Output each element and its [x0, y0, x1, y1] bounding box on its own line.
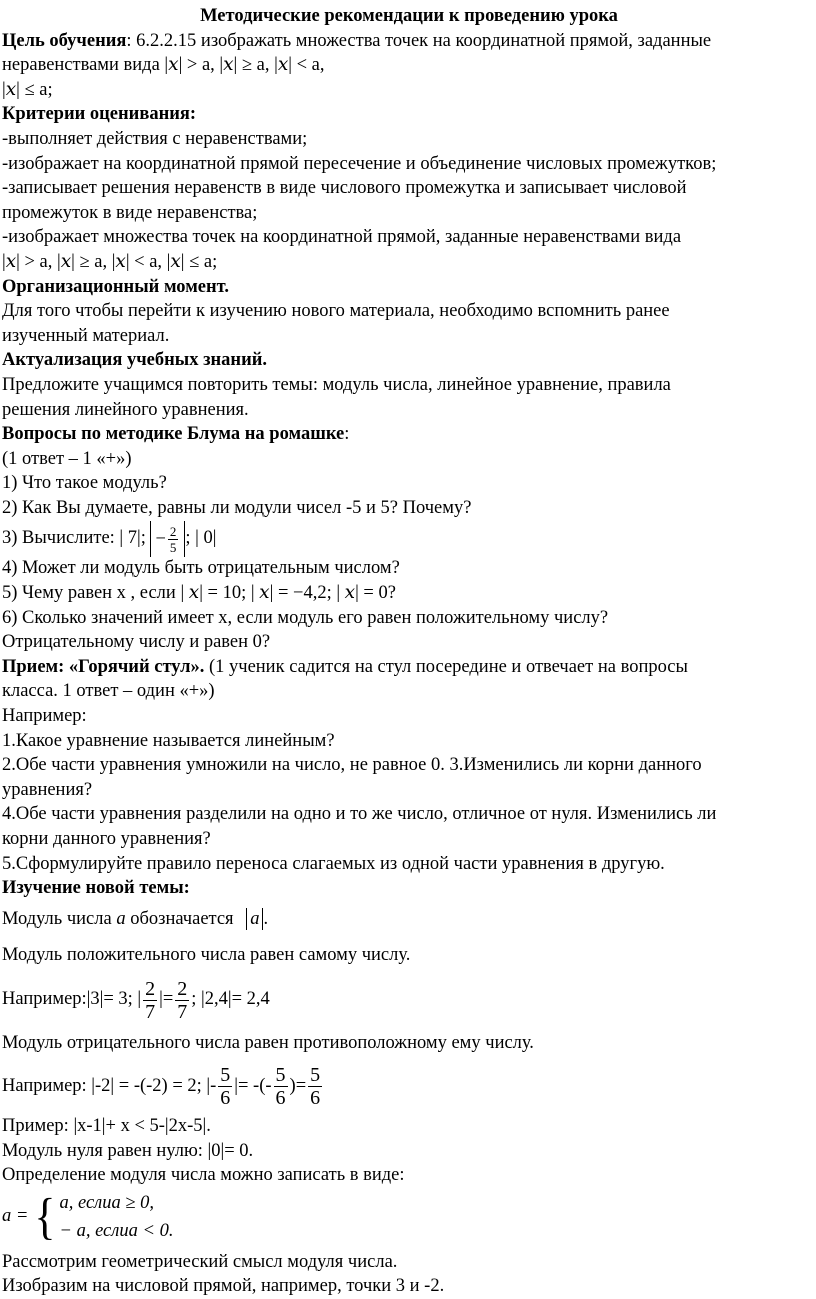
- ex2-b: |= -(-: [234, 1075, 272, 1096]
- ex2-a: Например: |-2| = -(-2) = 2; |-: [2, 1075, 217, 1096]
- ex2-c: )=: [289, 1075, 307, 1096]
- def-lhs: a =: [2, 1206, 29, 1227]
- bloom-question-1: 1) Что такое модуль?: [2, 473, 167, 494]
- definition-intro: Определение модуля числа можно записать в виде:: [2, 1165, 405, 1186]
- ex1-den-1: 7: [145, 1000, 156, 1023]
- example-inequality: Пример: |х-1|+ х < 5-|2х-5|.: [2, 1115, 211, 1136]
- ex1-c: ; |2,4|= 2,4: [191, 989, 270, 1010]
- mod-end: .: [263, 908, 269, 929]
- bloom-heading: Вопросы по методике Блума на ромашке: [2, 424, 345, 445]
- ex2-fraction-2: [274, 1065, 288, 1108]
- positive-rule: Модуль положительного числа равен самому числу.: [2, 944, 411, 965]
- criteria-item: -выполняет действия с неравенствами;: [2, 128, 308, 149]
- geometric-meaning: Рассмотрим геометрический смысл модуля числа.: [2, 1251, 398, 1272]
- piecewise-definition: [2, 1188, 173, 1246]
- example-negative: [2, 1062, 816, 1110]
- ex2-num-3: 5: [310, 1064, 321, 1087]
- criteria-heading: Критерии оценивания:: [2, 104, 197, 125]
- ex1-b: |=: [159, 989, 174, 1010]
- q3-abs-fraction: [150, 521, 185, 557]
- ex1-a: Например:|3|= 3; |: [2, 989, 142, 1010]
- brace-icon: {: [34, 1188, 56, 1245]
- bloom-question-6b: Отрицательному числу и равен 0?: [2, 632, 271, 653]
- criteria-item: промежуток в виде неравенства;: [2, 202, 258, 223]
- criteria-item: -изображает множества точек на координатной прямой, заданные неравенствами вида: [2, 227, 682, 248]
- def-cases: [59, 1189, 173, 1245]
- hotseat-item: 1.Какое уравнение называется линейным?: [2, 730, 335, 751]
- ex2-den-2: 6: [275, 1087, 286, 1110]
- page-title: Методические рекомендации к проведению урока: [200, 6, 618, 26]
- ex2-den-3: 6: [310, 1087, 321, 1110]
- ex2-num-2: 5: [275, 1064, 286, 1087]
- criteria-item: |𝑥| > a, |𝑥| ≥ a, |𝑥| < a, |𝑥| ≤ a;: [2, 251, 218, 272]
- goal-line-2: неравенствами вида |𝑥| > a, |𝑥| ≥ a, |𝑥| < a,: [2, 55, 325, 76]
- hotseat-item: 5.Сформулируйте правило переноса слагаемых из одной части уравнения в другую.: [2, 853, 665, 874]
- mod-prefix: Модуль числа: [2, 908, 117, 929]
- hotseat-item: корни данного уравнения?: [2, 829, 211, 849]
- q3-sign: −: [155, 529, 166, 550]
- hotseat-example: Например:: [2, 706, 87, 727]
- actual-heading: Актуализация учебных знаний.: [2, 350, 268, 371]
- goal-line-3: |𝑥| ≤ a;: [2, 79, 53, 100]
- bloom-question-2: 2) Как Вы думаете, равны ли модули чисел -5 и 5? Почему?: [2, 497, 472, 518]
- ex1-fraction-2: [175, 979, 189, 1022]
- ex1-num-1: 2: [145, 977, 156, 1000]
- draw-points: Изобразим на числовой прямой, например, точки 3 и -2.: [2, 1276, 445, 1297]
- org-line: Для того чтобы перейти к изучению нового материала, необходимо вспомнить ранее: [2, 301, 670, 322]
- example-positive: [2, 975, 816, 1023]
- actual-line: решения линейного уравнения.: [2, 399, 249, 420]
- bloom-note: (1 ответ – 1 «+»): [2, 448, 132, 469]
- bloom-question-5: 5) Чему равен х , если | 𝑥| = 10; | 𝑥| = −4,2; | 𝑥| = 0?: [2, 583, 396, 604]
- ex2-num-1: 5: [220, 1064, 231, 1087]
- mod-var: а: [116, 908, 126, 929]
- q3-suffix: ; | 0|: [185, 528, 217, 549]
- def-case-1: a, еслиa ≥ 0,: [59, 1192, 155, 1213]
- actual-line: Предложите учащимся повторить темы: модуль числа, линейное уравнение, правила: [2, 374, 671, 395]
- def-case-2: − a, еслиa < 0.: [59, 1220, 174, 1241]
- newtopic-heading: Изучение новой темы:: [2, 878, 190, 899]
- hotseat-line-2: класса. 1 ответ – один «+»): [2, 681, 215, 702]
- goal-label: Цель обучения: [2, 30, 127, 51]
- org-heading: Организационный момент.: [2, 276, 229, 297]
- modulus-notation-line: [2, 901, 816, 937]
- bloom-question-4: 4) Может ли модуль быть отрицательным числом?: [2, 558, 400, 579]
- ex1-den-2: 7: [177, 1000, 188, 1023]
- q3-denominator: 5: [169, 540, 177, 556]
- zero-rule: Модуль нуля равен нулю: |0|= 0.: [2, 1140, 254, 1161]
- org-line: изученный материал.: [2, 325, 170, 346]
- criteria-item: -записывает решения неравенств в виде числового промежутка и записывает числовой: [2, 178, 687, 199]
- hotseat-label: Прием: «Горячий стул».: [2, 656, 205, 677]
- hotseat-line-1: [2, 655, 816, 680]
- goal-line-1: [2, 29, 816, 54]
- mod-mid: обозначается: [125, 908, 239, 929]
- hotseat-item: уравнения?: [2, 779, 93, 800]
- criteria-item: -изображает на координатной прямой пересечение и объединение числовых промежутков;: [2, 153, 717, 174]
- goal-text-1: : 6.2.2.15 изображать множества точек на координатной прямой, заданные: [126, 30, 712, 51]
- bloom-question-6: 6) Сколько значений имеет х, если модуль его равен положительному числу?: [2, 607, 609, 628]
- q3-prefix: 3) Вычислите: | 7|;: [2, 528, 146, 549]
- ex2-fraction-1: [218, 1065, 232, 1108]
- ex2-den-1: 6: [220, 1087, 231, 1110]
- hotseat-text-1: (1 ученик садится на стул посередине и отвечает на вопросы: [204, 656, 688, 677]
- ex1-num-2: 2: [177, 977, 188, 1000]
- mod-abs: a: [246, 908, 263, 930]
- q3-numerator: 2: [169, 524, 177, 540]
- bloom-question-3: [2, 520, 816, 556]
- ex1-fraction-1: [143, 979, 157, 1022]
- hotseat-item: 2.Обе части уравнения умножили на число, не равное 0. 3.Изменились ли корни данного: [2, 755, 702, 776]
- bloom-heading-line: [2, 422, 816, 447]
- ex2-fraction-3: [308, 1065, 322, 1108]
- bloom-colon: :: [344, 424, 350, 445]
- hotseat-item: 4.Обе части уравнения разделили на одно и то же число, отличное от нуля. Изменились ли: [2, 804, 717, 825]
- negative-rule: Модуль отрицательного числа равен противоположному ему числу.: [2, 1033, 534, 1054]
- q3-fraction: [168, 525, 179, 554]
